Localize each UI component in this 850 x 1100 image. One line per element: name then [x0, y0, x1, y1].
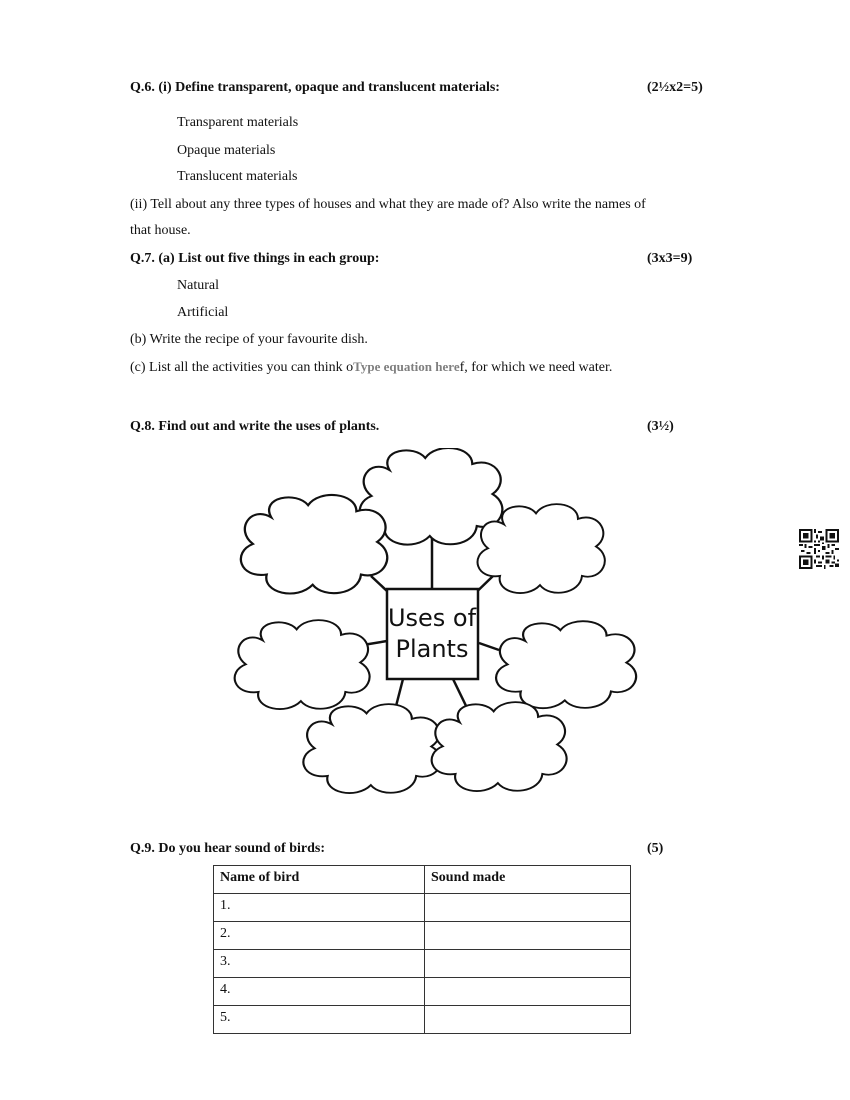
q6-item-transparent: Transparent materials	[177, 115, 299, 130]
row-number: 4.	[214, 978, 425, 1006]
q9-title: Q.9. Do you hear sound of birds:	[130, 841, 326, 856]
q7-part-c	[130, 359, 612, 376]
table-row	[214, 978, 631, 1006]
equation-placeholder[interactable]: Type equation here	[353, 359, 460, 374]
q8-marks: (3½)	[647, 419, 674, 434]
q9-marks: (5)	[647, 841, 664, 856]
row-number: 2.	[214, 922, 425, 950]
center-label-line1: Uses of	[387, 604, 477, 632]
table-row	[214, 922, 631, 950]
birds-table	[213, 865, 631, 1034]
q7-item-natural: Natural	[177, 278, 219, 293]
sound-cell[interactable]	[425, 950, 631, 978]
q6-part2-line2: that house.	[130, 223, 191, 238]
table-header-row	[214, 866, 631, 894]
q6-marks: (2½x2=5)	[647, 80, 703, 95]
q6-item-translucent: Translucent materials	[177, 169, 298, 184]
uses-of-plants-diagram	[225, 448, 645, 818]
center-label-line2: Plants	[395, 635, 469, 663]
cloud-left	[235, 620, 370, 709]
q7-marks: (3x3=9)	[647, 251, 693, 266]
table-row	[214, 894, 631, 922]
q7-title: Q.7. (a) List out five things in each group:	[130, 251, 380, 266]
table-row	[214, 950, 631, 978]
sound-cell[interactable]	[425, 922, 631, 950]
row-number: 1.	[214, 894, 425, 922]
q6-item-opaque: Opaque materials	[177, 143, 276, 158]
header-sound-made: Sound made	[425, 866, 631, 894]
row-number: 5.	[214, 1006, 425, 1034]
cloud-upper-left	[241, 495, 387, 594]
table-row	[214, 1006, 631, 1034]
sound-cell[interactable]	[425, 978, 631, 1006]
sound-cell[interactable]	[425, 894, 631, 922]
row-number: 3.	[214, 950, 425, 978]
q6-title: Q.6. (i) Define transparent, opaque and translucent materials:	[130, 80, 500, 95]
sound-cell[interactable]	[425, 1006, 631, 1034]
q8-title: Q.8. Find out and write the uses of plants.	[130, 419, 380, 434]
q7-part-c-before: (c) List all the activities you can think o	[130, 360, 354, 375]
cloud-lower-right	[432, 702, 567, 791]
q7-item-artificial: Artificial	[177, 305, 229, 320]
q7-part-b: (b) Write the recipe of your favourite dish.	[130, 332, 368, 347]
qr-code-icon	[799, 529, 839, 569]
q7-part-c-after: f, for which we need water.	[459, 360, 613, 375]
q6-part2-line1: (ii) Tell about any three types of houses and what they are made of? Also write the names of	[130, 197, 646, 212]
cloud-lower-left	[303, 704, 440, 793]
center-box	[387, 589, 478, 679]
connector-right	[479, 643, 499, 650]
header-name-of-bird: Name of bird	[214, 866, 425, 894]
cloud-right	[496, 621, 636, 708]
